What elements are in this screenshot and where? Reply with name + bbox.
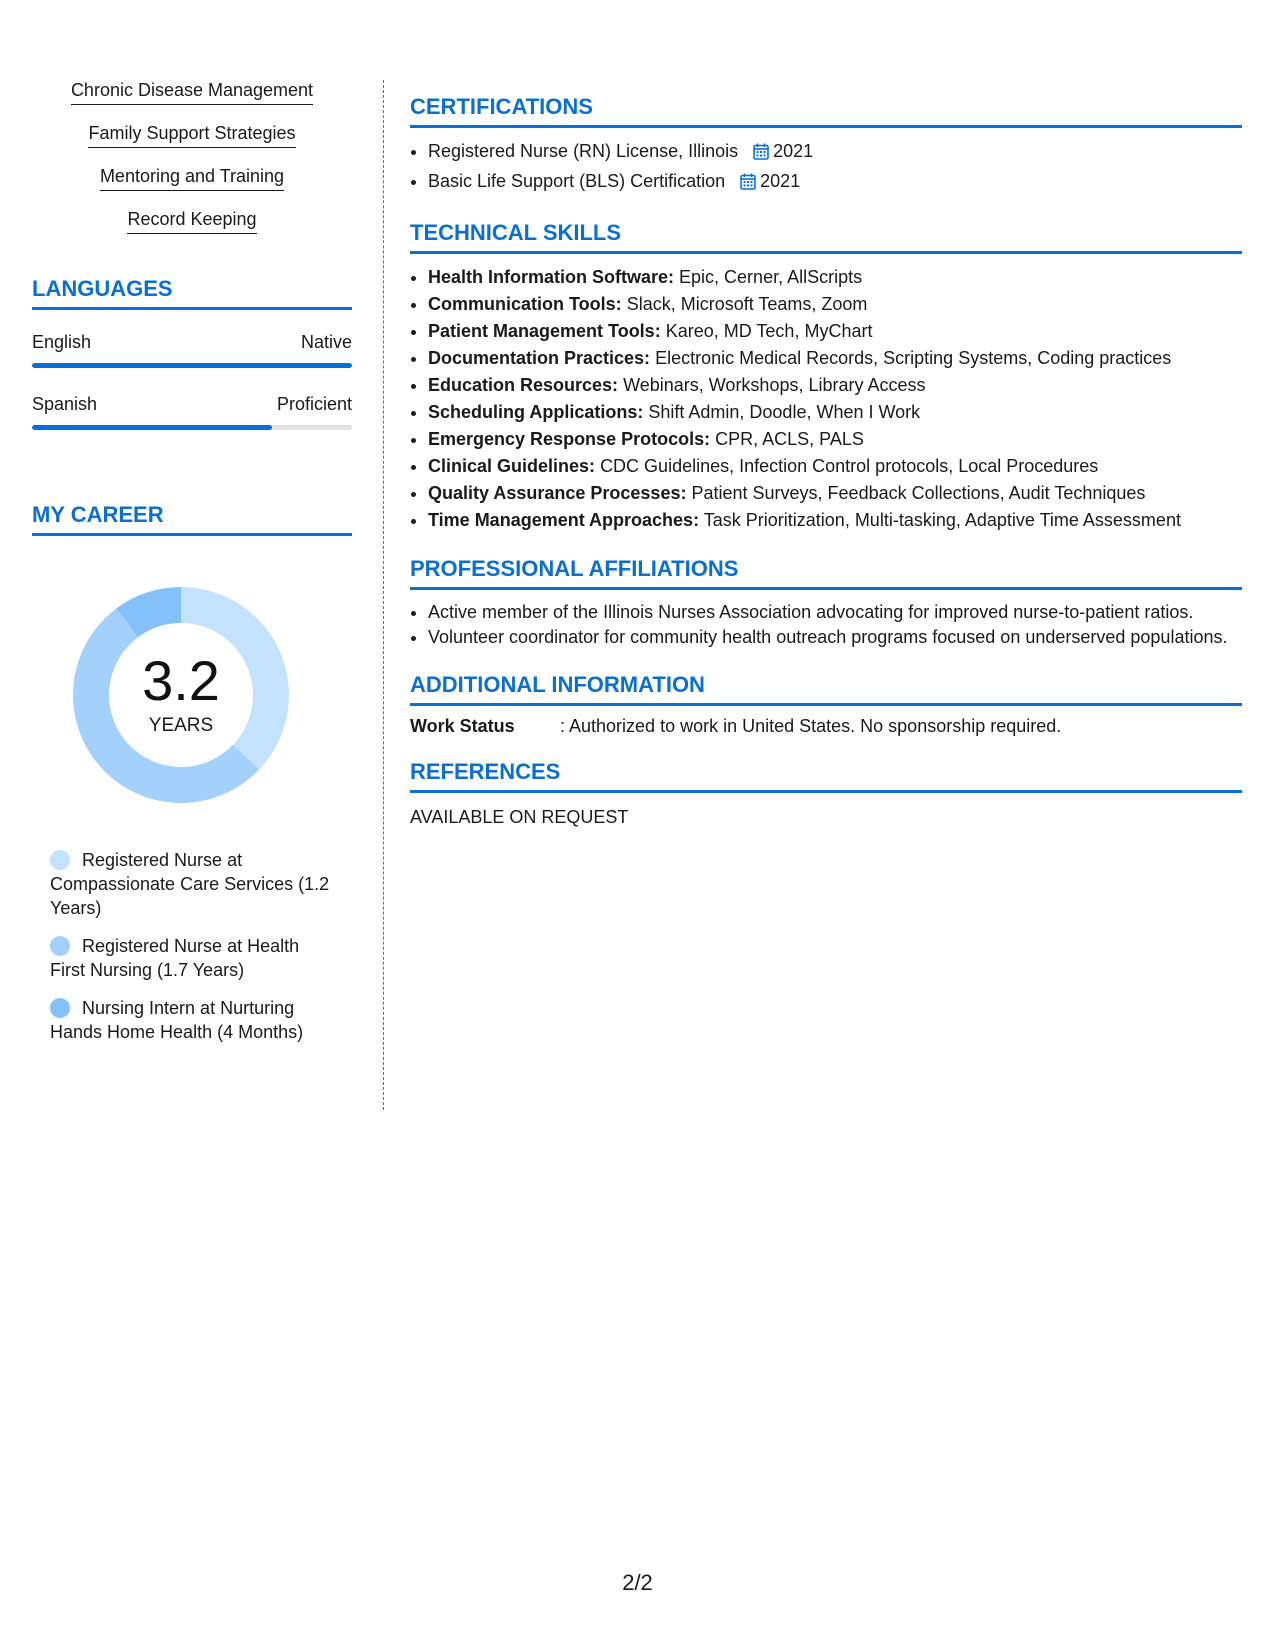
technical-skills-list bbox=[410, 264, 1242, 534]
career-section bbox=[32, 502, 352, 1044]
career-item-label: Nursing Intern at Nurturing Hands Home Health (4 Months) bbox=[50, 998, 304, 1042]
skill-item bbox=[32, 166, 352, 191]
languages-title: LANGUAGES bbox=[32, 276, 352, 310]
donut-center bbox=[66, 580, 296, 810]
career-donut-chart bbox=[66, 580, 296, 810]
technical-skill-item bbox=[428, 507, 1242, 534]
technical-skill-item bbox=[428, 345, 1242, 372]
technical-skill-item bbox=[428, 480, 1242, 507]
certification-item bbox=[428, 138, 1242, 168]
technical-skill-item bbox=[428, 399, 1242, 426]
skill-category: Time Management Approaches: bbox=[428, 510, 700, 530]
work-status-label: Work Status bbox=[410, 716, 515, 736]
affiliation-item: • Active member of the Illinois Nurses Association advocating for improved nurse-to-patient ratios. bbox=[428, 600, 1242, 625]
skill-values: Electronic Medical Records, Scripting Systems, Coding practices bbox=[655, 348, 1172, 368]
certifications-list bbox=[410, 138, 1242, 198]
skill-values: Webinars, Workshops, Library Access bbox=[623, 375, 926, 395]
calendar-icon bbox=[740, 171, 756, 198]
affiliations-list bbox=[410, 600, 1242, 650]
references-title: REFERENCES bbox=[410, 759, 1242, 793]
technical-skill-item bbox=[428, 372, 1242, 399]
career-item-label: Registered Nurse at Compassionate Care Services (1.2 Years) bbox=[50, 850, 330, 918]
career-unit: YEARS bbox=[148, 715, 214, 736]
skill-category: Emergency Response Protocols: bbox=[428, 429, 711, 449]
skill-category: Communication Tools: bbox=[428, 294, 622, 314]
skill-label: Record Keeping bbox=[127, 209, 256, 234]
career-total: 3.2 bbox=[142, 649, 220, 712]
technical-skills-section bbox=[410, 220, 1242, 534]
certifications-section bbox=[410, 94, 1242, 198]
skill-values: CPR, ACLS, PALS bbox=[715, 429, 864, 449]
skill-item bbox=[32, 123, 352, 148]
language-name: English bbox=[32, 332, 92, 352]
additional-info-section bbox=[410, 672, 1242, 737]
career-legend-item bbox=[50, 934, 330, 982]
work-status-row bbox=[410, 716, 1242, 737]
skills-list bbox=[32, 80, 352, 234]
language-bar bbox=[32, 425, 352, 430]
skill-category: Patient Management Tools: bbox=[428, 321, 661, 341]
language-name: Spanish bbox=[32, 394, 98, 414]
certification-name: Basic Life Support (BLS) Certification bbox=[428, 171, 726, 191]
work-status-value: : Authorized to work in United States. No sponsorship required. bbox=[560, 716, 1062, 736]
career-legend-item bbox=[50, 996, 330, 1044]
certification-year: 2021 bbox=[760, 171, 801, 191]
page-number: 2/2 bbox=[622, 1570, 653, 1595]
left-column bbox=[32, 80, 352, 1058]
language-level: Native bbox=[300, 332, 352, 352]
legend-dot bbox=[50, 998, 70, 1018]
skill-category: Quality Assurance Processes: bbox=[428, 483, 687, 503]
technical-skill-item bbox=[428, 318, 1242, 345]
skill-values: Patient Surveys, Feedback Collections, Audit Techniques bbox=[691, 483, 1146, 503]
career-item-label: Registered Nurse at Health First Nursing (1.7 Years) bbox=[50, 936, 300, 980]
legend-dot bbox=[50, 850, 70, 870]
skill-category: Scheduling Applications: bbox=[428, 402, 644, 422]
skill-category: Clinical Guidelines: bbox=[428, 456, 596, 476]
legend-dot bbox=[50, 936, 70, 956]
skill-values: Epic, Cerner, AllScripts bbox=[679, 267, 863, 287]
skill-label: Family Support Strategies bbox=[88, 123, 295, 148]
language-item bbox=[32, 394, 352, 430]
skill-values: CDC Guidelines, Infection Control protocols, Local Procedures bbox=[600, 456, 1099, 476]
technical-skills-title: TECHNICAL SKILLS bbox=[410, 220, 1242, 254]
language-item bbox=[32, 332, 352, 368]
certification-name: Registered Nurse (RN) License, Illinois bbox=[428, 141, 739, 161]
language-bar bbox=[32, 363, 352, 368]
skill-values: Shift Admin, Doodle, When I Work bbox=[648, 402, 921, 422]
technical-skill-item bbox=[428, 291, 1242, 318]
certification-year: 2021 bbox=[773, 141, 814, 161]
calendar-icon bbox=[753, 141, 769, 168]
career-legend bbox=[50, 848, 330, 1044]
languages-section bbox=[32, 276, 352, 430]
technical-skill-item bbox=[428, 264, 1242, 291]
skill-values: Task Prioritization, Multi-tasking, Adaptive Time Assessment bbox=[703, 510, 1181, 530]
skill-values: Slack, Microsoft Teams, Zoom bbox=[626, 294, 868, 314]
technical-skill-item bbox=[428, 453, 1242, 480]
career-title: MY CAREER bbox=[32, 502, 352, 536]
skill-category: Health Information Software: bbox=[428, 267, 675, 287]
skill-category: Education Resources: bbox=[428, 375, 619, 395]
column-divider bbox=[383, 80, 384, 1110]
affiliations-section bbox=[410, 556, 1242, 650]
certification-item bbox=[428, 168, 1242, 198]
language-level: Proficient bbox=[276, 394, 352, 414]
right-column bbox=[410, 80, 1242, 850]
references-section bbox=[410, 759, 1242, 828]
language-bar-fill bbox=[32, 363, 352, 368]
skill-item bbox=[32, 209, 352, 234]
skill-category: Documentation Practices: bbox=[428, 348, 651, 368]
references-text: AVAILABLE ON REQUEST bbox=[410, 807, 629, 827]
certifications-title: CERTIFICATIONS bbox=[410, 94, 1242, 128]
affiliations-title: PROFESSIONAL AFFILIATIONS bbox=[410, 556, 1242, 590]
additional-info-title: ADDITIONAL INFORMATION bbox=[410, 672, 1242, 706]
technical-skill-item bbox=[428, 426, 1242, 453]
affiliation-item: • Volunteer coordinator for community health outreach programs focused on underserved populations. bbox=[428, 625, 1242, 650]
skill-label: Mentoring and Training bbox=[100, 166, 284, 191]
language-bar-fill bbox=[32, 425, 272, 430]
skill-label: Chronic Disease Management bbox=[71, 80, 313, 105]
career-legend-item bbox=[50, 848, 330, 920]
skill-item bbox=[32, 80, 352, 105]
skill-values: Kareo, MD Tech, MyChart bbox=[665, 321, 873, 341]
